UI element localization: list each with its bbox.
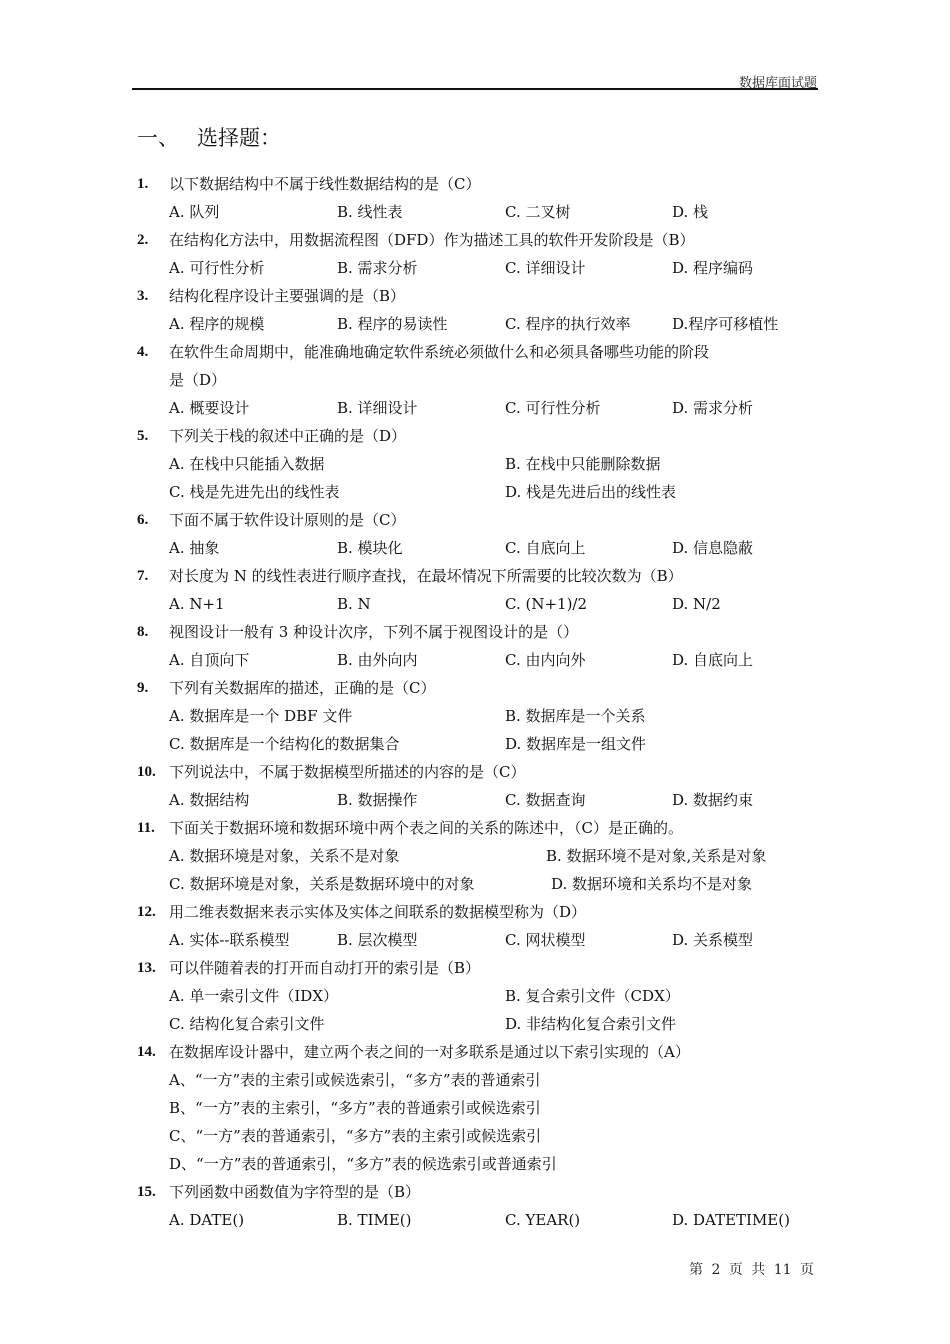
question-text: 以下数据结构中不属于线性数据结构的是（C） [169,175,481,193]
options-row [137,394,827,422]
option-c: C. 详细设计 [505,259,586,277]
option-c: C. 自底向上 [505,539,586,557]
option-a: A、“一方”表的主索引或候选索引，“多方”表的普通索引 [169,1071,541,1089]
options-row [137,254,827,282]
question-row [137,422,827,450]
question-number: 8. [137,624,149,640]
question-text: 下列有关数据库的描述，正确的是（C） [169,679,436,697]
question-number: 5. [137,428,149,444]
question-row-continued [137,366,827,394]
question-text: 对长度为 N 的线性表进行顺序查找，在最坏情况下所需要的比较次数为（B） [169,567,683,585]
option-a: A. 队列 [169,203,220,221]
question-row [137,814,827,842]
option-a: A. 概要设计 [169,399,250,417]
question-number: 13. [137,960,156,976]
option-c: C. 栈是先进先出的线性表 [169,483,340,501]
option-d: D. 关系模型 [672,931,754,949]
options-row [137,1150,827,1178]
question-text: 在结构化方法中，用数据流程图（DFD）作为描述工具的软件开发阶段是（B） [169,231,695,249]
page-header-title: 数据库面试题 [738,76,817,91]
options-row [137,1066,827,1094]
options-row [137,1094,827,1122]
option-b: B. 数据操作 [337,791,418,809]
option-d: D. 自底向上 [672,651,754,669]
option-c: C. YEAR() [505,1211,581,1229]
option-d: D. 数据环境和关系均不是对象 [551,875,753,893]
question-text: 可以伴随着表的打开而自动打开的索引是（B） [169,959,481,977]
options-row [137,786,827,814]
question-text: 下列关于栈的叙述中正确的是（D） [169,427,407,445]
option-c: C. 由内向外 [505,651,586,669]
question-number: 7. [137,568,149,584]
option-b: B. 数据库是一个关系 [505,707,646,725]
option-d: D. 需求分析 [672,399,754,417]
question-number: 1. [137,176,149,192]
header-divider [132,88,818,90]
option-a: A. 在栈中只能插入数据 [169,455,325,473]
option-a: A. 程序的规模 [169,315,265,333]
section-heading [137,122,281,152]
question-row [137,506,827,534]
question-row [137,954,827,982]
option-d: D. 信息隐蔽 [672,539,754,557]
option-b: B、“一方”表的主索引，“多方”表的普通索引或候选索引 [169,1099,541,1117]
option-a: A. 自顶向下 [169,651,250,669]
question-number: 14. [137,1044,156,1060]
options-row [137,534,827,562]
question-row [137,1038,827,1066]
options-row [137,702,827,730]
option-b: B. 层次模型 [337,931,418,949]
question-text-continued: 是（D） [169,371,227,389]
option-d: D.程序可移植性 [672,315,779,333]
options-row [137,926,827,954]
options-row [137,450,827,478]
question-row [137,758,827,786]
option-d: D. 程序编码 [672,259,754,277]
options-row [137,1010,827,1038]
option-b: B. 复合索引文件（CDX） [505,987,680,1005]
question-number: 6. [137,512,149,528]
option-d: D. 栈是先进后出的线性表 [505,483,677,501]
option-a: A. 抽象 [169,539,220,557]
option-c: C. 数据库是一个结构化的数据集合 [169,735,400,753]
question-text: 用二维表数据来表示实体及实体之间联系的数据模型称为（D） [169,903,587,921]
question-number: 15. [137,1184,156,1200]
options-row [137,310,827,338]
options-row [137,730,827,758]
option-c: C. (N+1)/2 [505,595,588,613]
option-d: D、“一方”表的普通索引，“多方”表的候选索引或普通索引 [169,1155,557,1173]
option-d: D. 数据约束 [672,791,754,809]
option-a: A. 数据环境是对象，关系不是对象 [169,847,400,865]
question-row [137,226,827,254]
option-c: C. 程序的执行效率 [505,315,631,333]
options-row [137,478,827,506]
option-c: C. 结构化复合索引文件 [169,1015,325,1033]
option-c: C. 数据环境是对象，关系是数据环境中的对象 [169,875,475,893]
option-b: B. 在栈中只能删除数据 [505,455,661,473]
question-row [137,562,827,590]
question-number: 9. [137,680,149,696]
option-c: C. 可行性分析 [505,399,601,417]
question-number: 10. [137,764,156,780]
option-a: A. 实体--联系模型 [169,931,290,949]
option-b: B. 由外向内 [337,651,418,669]
option-c: C. 数据查询 [505,791,586,809]
options-row [137,870,827,898]
option-b: B. 程序的易读性 [337,315,448,333]
options-row [137,982,827,1010]
option-a: A. 数据结构 [169,791,250,809]
question-text: 下面关于数据环境和数据环境中两个表之间的关系的陈述中，（C）是正确的。 [169,819,683,837]
page-number-footer: 第 2 页 共 11 页 [689,1262,814,1278]
option-b: B. N [337,595,371,613]
options-row [137,646,827,674]
question-number: 4. [137,344,149,360]
question-row [137,674,827,702]
question-number: 12. [137,904,156,920]
option-d: D. DATETIME() [672,1211,790,1229]
options-row [137,842,827,870]
options-row [137,1122,827,1150]
option-d: D. 栈 [672,203,709,221]
question-number: 3. [137,288,149,304]
question-text: 在数据库设计器中，建立两个表之间的一对多联系是通过以下索引实现的（A） [169,1043,690,1061]
option-b: B. 线性表 [337,203,403,221]
question-row [137,1178,827,1206]
option-a: A. DATE() [169,1211,245,1229]
options-row [137,1206,827,1234]
question-number: 2. [137,232,149,248]
question-row [137,618,827,646]
option-d: D. 数据库是一组文件 [505,735,647,753]
option-a: A. 数据库是一个 DBF 文件 [169,707,353,725]
section-title: 选择题： [197,126,281,150]
option-b: B. 数据环境不是对象,关系是对象 [546,847,767,865]
option-a: A. N+1 [169,595,225,613]
question-row [137,898,827,926]
option-b: B. 需求分析 [337,259,418,277]
question-row [137,338,827,366]
option-b: B. 模块化 [337,539,403,557]
question-text: 下列说法中，不属于数据模型所描述的内容的是（C） [169,763,526,781]
option-a: A. 单一索引文件（IDX） [169,987,338,1005]
option-c: C、“一方”表的普通索引，“多方”表的主索引或候选索引 [169,1127,542,1145]
option-a: A. 可行性分析 [169,259,265,277]
option-c: C. 网状模型 [505,931,586,949]
question-list [137,170,827,1234]
question-row [137,282,827,310]
options-row [137,590,827,618]
option-b: B. TIME() [337,1211,412,1229]
question-text: 下面不属于软件设计原则的是（C） [169,511,406,529]
options-row [137,198,827,226]
question-text: 下列函数中函数值为字符型的是（B） [169,1183,421,1201]
option-d: D. 非结构化复合索引文件 [505,1015,677,1033]
option-b: B. 详细设计 [337,399,418,417]
option-d: D. N/2 [672,595,721,613]
section-number: 一、 [137,126,179,150]
question-row [137,170,827,198]
question-number: 11. [137,820,155,836]
question-text: 在软件生命周期中，能准确地确定软件系统必须做什么和必须具备哪些功能的阶段 [169,343,710,361]
option-c: C. 二叉树 [505,203,571,221]
question-text: 视图设计一般有 3 种设计次序，下列不属于视图设计的是（） [169,623,579,641]
question-text: 结构化程序设计主要强调的是（B） [169,287,406,305]
